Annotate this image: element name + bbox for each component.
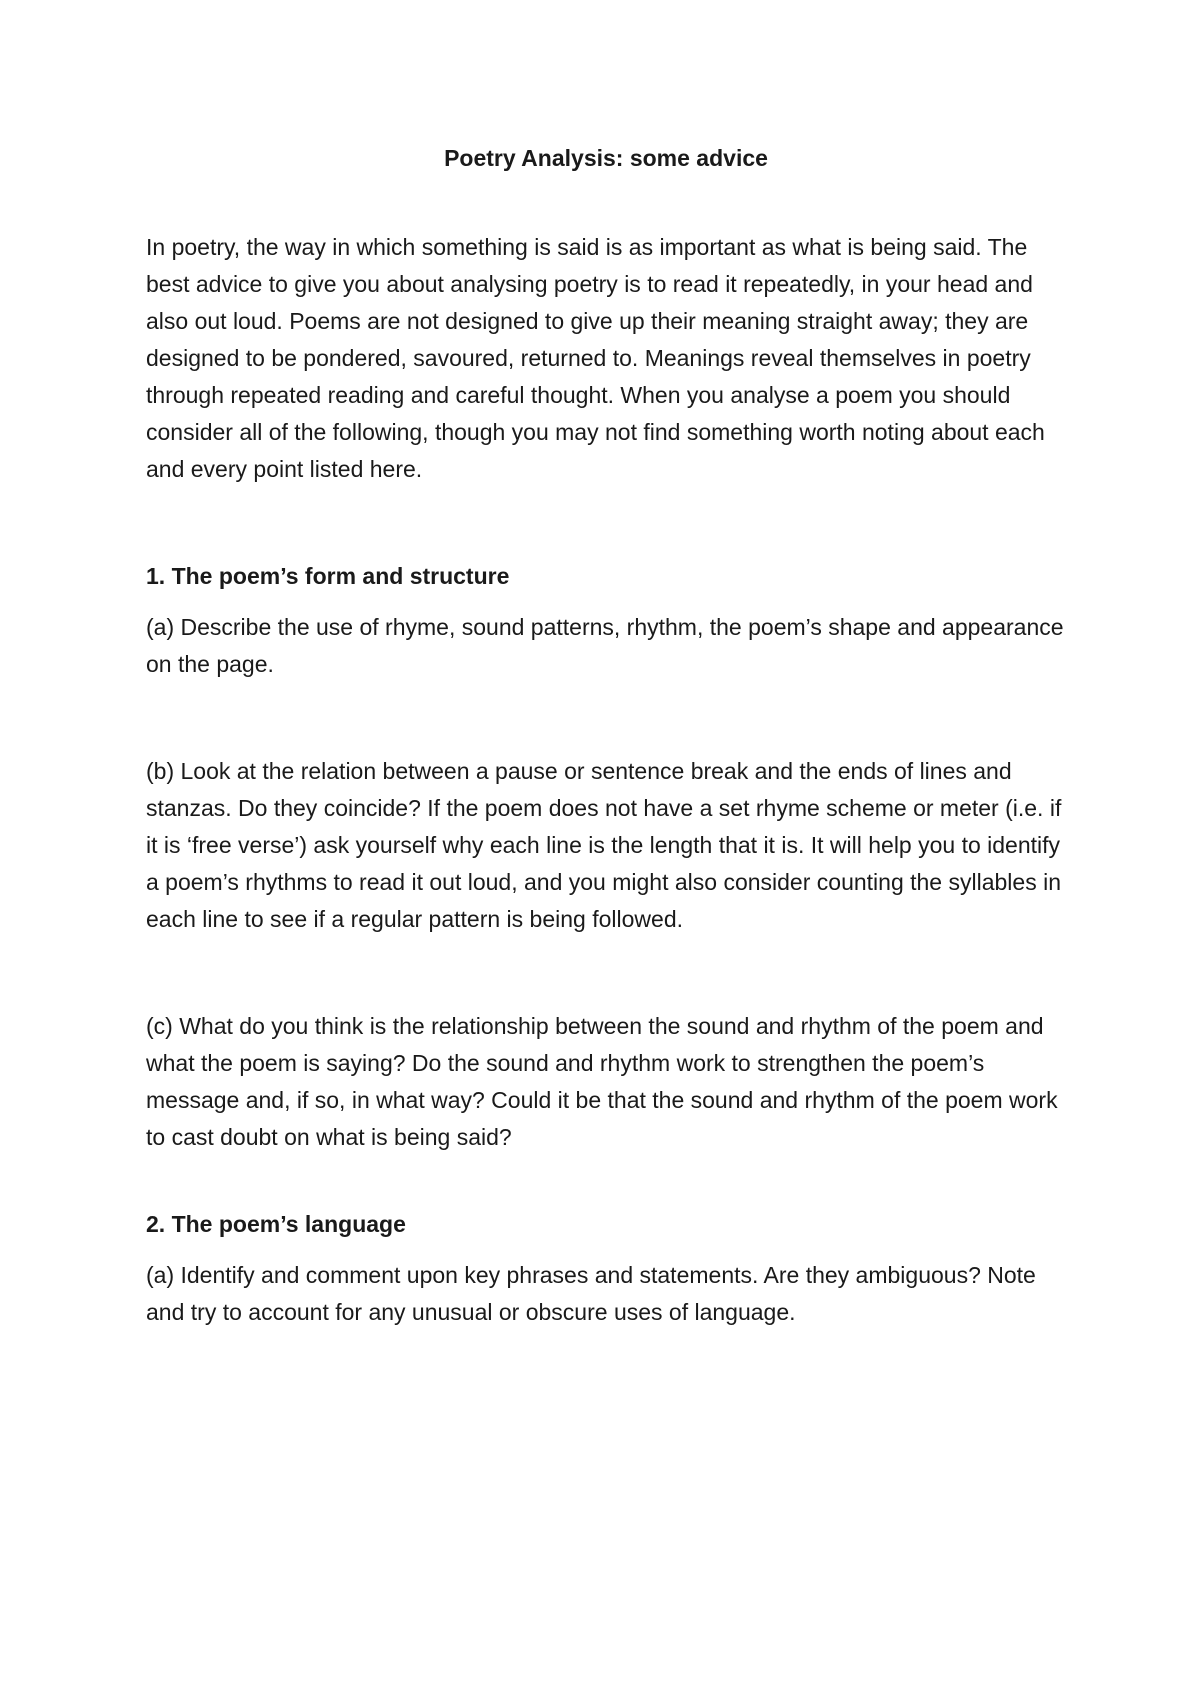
document-body bbox=[146, 140, 1066, 1401]
section-item-b: (b) Look at the relation between a pause or sentence break and the ends of lines and stanzas. Do they coincide? If the poem does not have a set rhyme scheme or meter (i.e. if it is ‘free verse’) ask yourself why each line is the length that it is. It will help you to identify a poem’s rhythms to read it out loud, and you might also consider counting the syllables in each line to see if a regular pattern is being followed. bbox=[146, 758, 1062, 932]
document-title: Poetry Analysis: some advice bbox=[444, 145, 768, 171]
section-heading: 1. The poem’s form and structure bbox=[146, 563, 510, 589]
section-heading: 2. The poem’s language bbox=[146, 1211, 406, 1237]
section-form-structure bbox=[146, 558, 1066, 1156]
section-item-c: (c) What do you think is the relationship between the sound and rhythm of the poem and what the poem is saying? Do the sound and rhythm work to strengthen the poem’s message and, if so, in what way? Could it be that the sound and rhythm of the poem work to cast doubt on what is being said? bbox=[146, 1013, 1058, 1150]
section-language bbox=[146, 1206, 1066, 1331]
section-item-a: (a) Identify and comment upon key phrases and statements. Are they ambiguous? Note and try to account for any unusual or obscure uses of language. bbox=[146, 1262, 1036, 1325]
intro-paragraph: In poetry, the way in which something is said is as important as what is being said. The best advice to give you about analysing poetry is to read it repeatedly, in your head and also out loud. Poems are not designed to give up their meaning straight away; they are designed to be pondered, savoured, returned to. Meanings reveal themselves in poetry through repeated reading and careful thought. When you analyse a poem you should consider all of the following, though you may not find something worth noting about each and every point listed here. bbox=[146, 234, 1045, 482]
section-item-a: (a) Describe the use of rhyme, sound patterns, rhythm, the poem’s shape and appearance on the page. bbox=[146, 614, 1064, 677]
